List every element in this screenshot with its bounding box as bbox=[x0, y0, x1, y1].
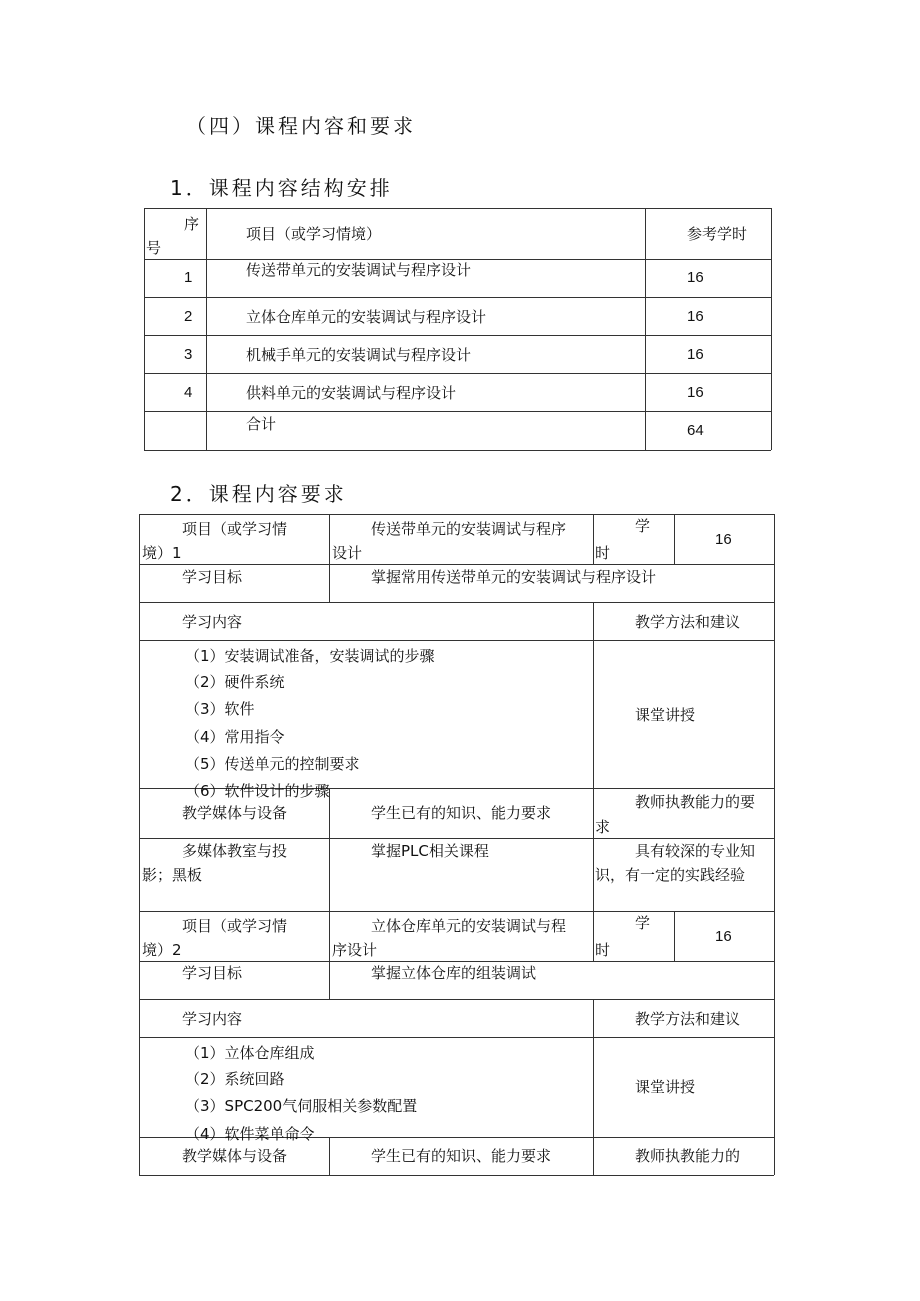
col-project-header: 项目（或学习情境） bbox=[246, 225, 382, 243]
content-list bbox=[140, 1038, 592, 1143]
media-label: 教学媒体与设备 bbox=[182, 1147, 288, 1165]
teacher-requirement-label-cont: 求 bbox=[595, 818, 611, 836]
total-label: 合计 bbox=[246, 415, 277, 433]
teacher-requirement-text: 具有较深的专业知 bbox=[635, 842, 756, 860]
row-hours: 16 bbox=[687, 269, 704, 286]
row-no: 2 bbox=[184, 308, 193, 325]
row-no: 4 bbox=[184, 384, 193, 401]
row-no: 3 bbox=[184, 346, 193, 363]
prior-knowledge-label: 学生已有的知识、能力要求 bbox=[371, 1147, 552, 1165]
row-project: 机械手单元的安装调试与程序设计 bbox=[246, 346, 472, 364]
project-label-cont: 境）1 bbox=[142, 544, 182, 562]
row-hours: 16 bbox=[687, 384, 704, 401]
list-item: （4）常用指令 bbox=[185, 728, 285, 746]
list-item: （1）立体仓库组成 bbox=[185, 1044, 315, 1062]
method-label: 教学方法和建议 bbox=[635, 1010, 741, 1028]
list-item: （3）SPC200气伺服相关参数配置 bbox=[185, 1097, 418, 1115]
project-label-cont: 境）2 bbox=[142, 941, 182, 959]
hours-label-cont: 时 bbox=[595, 544, 611, 562]
section-title: （四）课程内容和要求 bbox=[186, 114, 416, 138]
row-project: 立体仓库单元的安装调试与程序设计 bbox=[246, 308, 487, 326]
goal-label: 学习目标 bbox=[182, 568, 243, 586]
row-project: 传送带单元的安装调试与程序设计 bbox=[246, 261, 472, 279]
list-item: （4）软件菜单命令 bbox=[185, 1125, 315, 1143]
media-text: 多媒体教室与投 bbox=[182, 842, 288, 860]
list-item: （2）硬件系统 bbox=[185, 673, 285, 691]
row-project: 供料单元的安装调试与程序设计 bbox=[246, 384, 457, 402]
project-name: 传送带单元的安装调试与程序 bbox=[371, 520, 567, 538]
subheading-structure: 1．课程内容结构安排 bbox=[170, 176, 393, 200]
total-hours: 64 bbox=[687, 422, 704, 439]
content-label: 学习内容 bbox=[182, 1010, 243, 1028]
content-label: 学习内容 bbox=[182, 613, 243, 631]
col-no-header-cont: 号 bbox=[146, 239, 162, 257]
goal-text: 掌握立体仓库的组装调试 bbox=[371, 964, 537, 982]
hours-label: 学 bbox=[635, 914, 651, 932]
row-no: 1 bbox=[184, 269, 193, 286]
method-text: 课堂讲授 bbox=[635, 1078, 696, 1096]
list-item: （5）传送单元的控制要求 bbox=[185, 755, 360, 773]
col-no-header: 序 bbox=[184, 215, 200, 233]
prior-knowledge-text: 掌握PLC相关课程 bbox=[371, 842, 489, 860]
goal-text: 掌握常用传送带单元的安装调试与程序设计 bbox=[371, 568, 657, 586]
teacher-requirement-label: 教师执教能力的 bbox=[635, 1147, 741, 1165]
hours-label-cont: 时 bbox=[595, 941, 611, 959]
goal-label: 学习目标 bbox=[182, 964, 243, 982]
teacher-requirement-text-cont: 识，有一定的实践经验 bbox=[595, 866, 746, 884]
project-name-cont: 设计 bbox=[332, 544, 363, 562]
list-item: （3）软件 bbox=[185, 700, 255, 718]
project-name: 立体仓库单元的安装调试与程 bbox=[371, 917, 567, 935]
list-item: （6）软件设计的步骤 bbox=[185, 782, 330, 800]
media-label: 教学媒体与设备 bbox=[182, 804, 288, 822]
list-item: （2）系统回路 bbox=[185, 1070, 285, 1088]
method-text: 课堂讲授 bbox=[635, 706, 696, 724]
hours-label: 学 bbox=[635, 517, 651, 535]
project-label: 项目（或学习情 bbox=[182, 520, 288, 538]
method-label: 教学方法和建议 bbox=[635, 613, 741, 631]
col-hours-header: 参考学时 bbox=[687, 225, 748, 243]
content-list bbox=[140, 641, 592, 800]
teacher-requirement-label: 教师执教能力的要 bbox=[635, 793, 756, 811]
project-name-cont: 序设计 bbox=[332, 941, 378, 959]
hours-value: 16 bbox=[715, 928, 732, 945]
subheading-requirements: 2．课程内容要求 bbox=[170, 482, 347, 506]
media-text-cont: 影；黑板 bbox=[142, 866, 203, 884]
list-item: （1）安装调试准备，安装调试的步骤 bbox=[185, 647, 435, 665]
hours-value: 16 bbox=[715, 531, 732, 548]
project-label: 项目（或学习情 bbox=[182, 917, 288, 935]
prior-knowledge-label: 学生已有的知识、能力要求 bbox=[371, 804, 552, 822]
row-hours: 16 bbox=[687, 308, 704, 325]
row-hours: 16 bbox=[687, 346, 704, 363]
